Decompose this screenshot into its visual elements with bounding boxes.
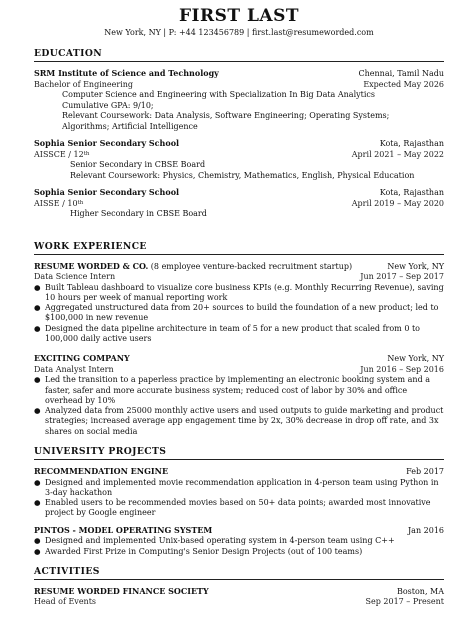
education-detail: Computer Science and Engineering with Specialization In Big Data Analytics xyxy=(62,90,376,99)
education-entry xyxy=(34,138,444,181)
contact-line: New York, NY | P: +44 123456789 | first.last@resumeworded.com xyxy=(104,28,374,37)
project-name: PINTOS - MODEL OPERATING SYSTEM xyxy=(34,524,213,535)
school-name: SRM Institute of Science and Technology xyxy=(34,68,219,78)
project-name: RECOMMENDATION ENGINE xyxy=(34,466,169,477)
education-entry xyxy=(34,68,444,132)
activity-entry xyxy=(34,586,444,608)
activity-role: Head of Events xyxy=(34,597,97,607)
activity-location: Boston, MA xyxy=(396,586,444,596)
company-note: (8 employee venture-backed recruitment startup) xyxy=(148,261,353,271)
projects-heading: UNIVERSITY PROJECTS xyxy=(34,446,167,458)
school-location: Kota, Rajasthan xyxy=(379,188,444,197)
bullet-list xyxy=(34,478,444,519)
degree: AISSCE / 12th xyxy=(34,149,90,159)
resume-page xyxy=(0,6,474,638)
activities-heading: ACTIVITIES xyxy=(34,565,100,577)
section-divider xyxy=(34,579,444,580)
education-detail: Relevant Coursework: Data Analysis, Software Engineering; Operating Systems; xyxy=(62,111,390,120)
bullet-list xyxy=(34,283,444,345)
job-title: Data Analyst Intern xyxy=(34,364,114,374)
company-name: EXCITING COMPANY xyxy=(34,353,130,364)
activity-org: RESUME WORDED FINANCE SOCIETY xyxy=(34,585,209,596)
job-title: Data Science Intern xyxy=(34,272,116,281)
work-entry xyxy=(34,353,444,437)
section-divider xyxy=(34,459,444,460)
education-date: April 2019 – May 2020 xyxy=(351,198,444,208)
work-heading: WORK EXPERIENCE xyxy=(34,240,147,252)
school-name: Sophia Senior Secondary School xyxy=(34,187,180,197)
education-detail: Algorithms; Artificial Intelligence xyxy=(62,121,198,131)
bullet-list xyxy=(34,375,444,437)
bullet-item: ● Awarded First Prize in Computing's Senior Design Projects (out of 100 teams) xyxy=(34,547,444,557)
resume-name: FIRST LAST xyxy=(178,6,300,26)
school-location: Kota, Rajasthan xyxy=(379,139,444,148)
education-heading: EDUCATION xyxy=(34,48,103,59)
project-date: Feb 2017 xyxy=(406,467,444,477)
education-date: Expected May 2026 xyxy=(363,79,444,89)
project-entry xyxy=(34,525,444,557)
bullet-item: ● Built Tableau dashboard to visualize core business KPIs (e.g. Monthly Recurring Revenue), saving 10 hours per week of manual reporting work xyxy=(34,283,444,304)
bullet-item: ● Led the transition to a paperless practice by implementing an electronic booking system and a faster, safer and more accurate business system; reduced cost of labor by 30% and office overhead by 10% xyxy=(34,375,444,406)
job-date: Jun 2017 – Sep 2017 xyxy=(360,272,444,281)
company-name: RESUME WORDED & CO. xyxy=(34,260,149,271)
project-entry xyxy=(34,466,444,519)
bullet-item: ● Designed and implemented Unix-based operating system in 4-person team using C++ xyxy=(34,536,444,546)
education-date: April 2021 – May 2022 xyxy=(351,149,444,159)
section-divider xyxy=(34,61,444,62)
school-location: Chennai, Tamil Nadu xyxy=(358,69,444,78)
education-detail: Senior Secondary in CBSE Board xyxy=(70,160,206,169)
bullet-item: ● Designed the data pipeline architecture in team of 5 for a new product that scaled from 0 to 100,000 daily active users xyxy=(34,324,444,345)
bullet-item: ● Aggregated unstructured data from 20+ sources to build the foundation of a new product; led to $100,000 in new revenue xyxy=(34,303,444,324)
education-entry xyxy=(34,187,444,220)
company-location: New York, NY xyxy=(387,261,444,271)
education-detail: Higher Secondary in CBSE Board xyxy=(70,209,207,218)
section-divider xyxy=(34,254,444,255)
bullet-list xyxy=(34,536,444,557)
school-name: Sophia Senior Secondary School xyxy=(34,138,180,148)
degree: Bachelor of Engineering xyxy=(34,79,134,89)
bullet-item: ● Designed and implemented movie recommendation application in 4-person team using Python in 3-day hackathon xyxy=(34,478,444,499)
education-detail: Cumulative GPA: 9/10; xyxy=(62,100,154,110)
bullet-item: ● Enabled users to be recommended movies based on 50+ data points; awarded most innovative project by Google engineer xyxy=(34,498,444,519)
education-detail: Relevant Coursework: Physics, Chemistry, Mathematics, English, Physical Education xyxy=(70,170,415,180)
bullet-item: ● Analyzed data from 25000 monthly active users and used outputs to guide marketing and product strategies; increased average app engagement time by 2x, 30% decrease in drop off rate, and 3x shares on social media xyxy=(34,406,444,437)
job-date: Jun 2016 – Sep 2016 xyxy=(360,364,444,374)
activity-date: Sep 2017 – Present xyxy=(365,597,444,607)
company-location: New York, NY xyxy=(387,354,444,364)
degree: AISSE / 10th xyxy=(34,198,84,208)
project-date: Jan 2016 xyxy=(407,525,444,535)
work-entry xyxy=(34,261,444,345)
